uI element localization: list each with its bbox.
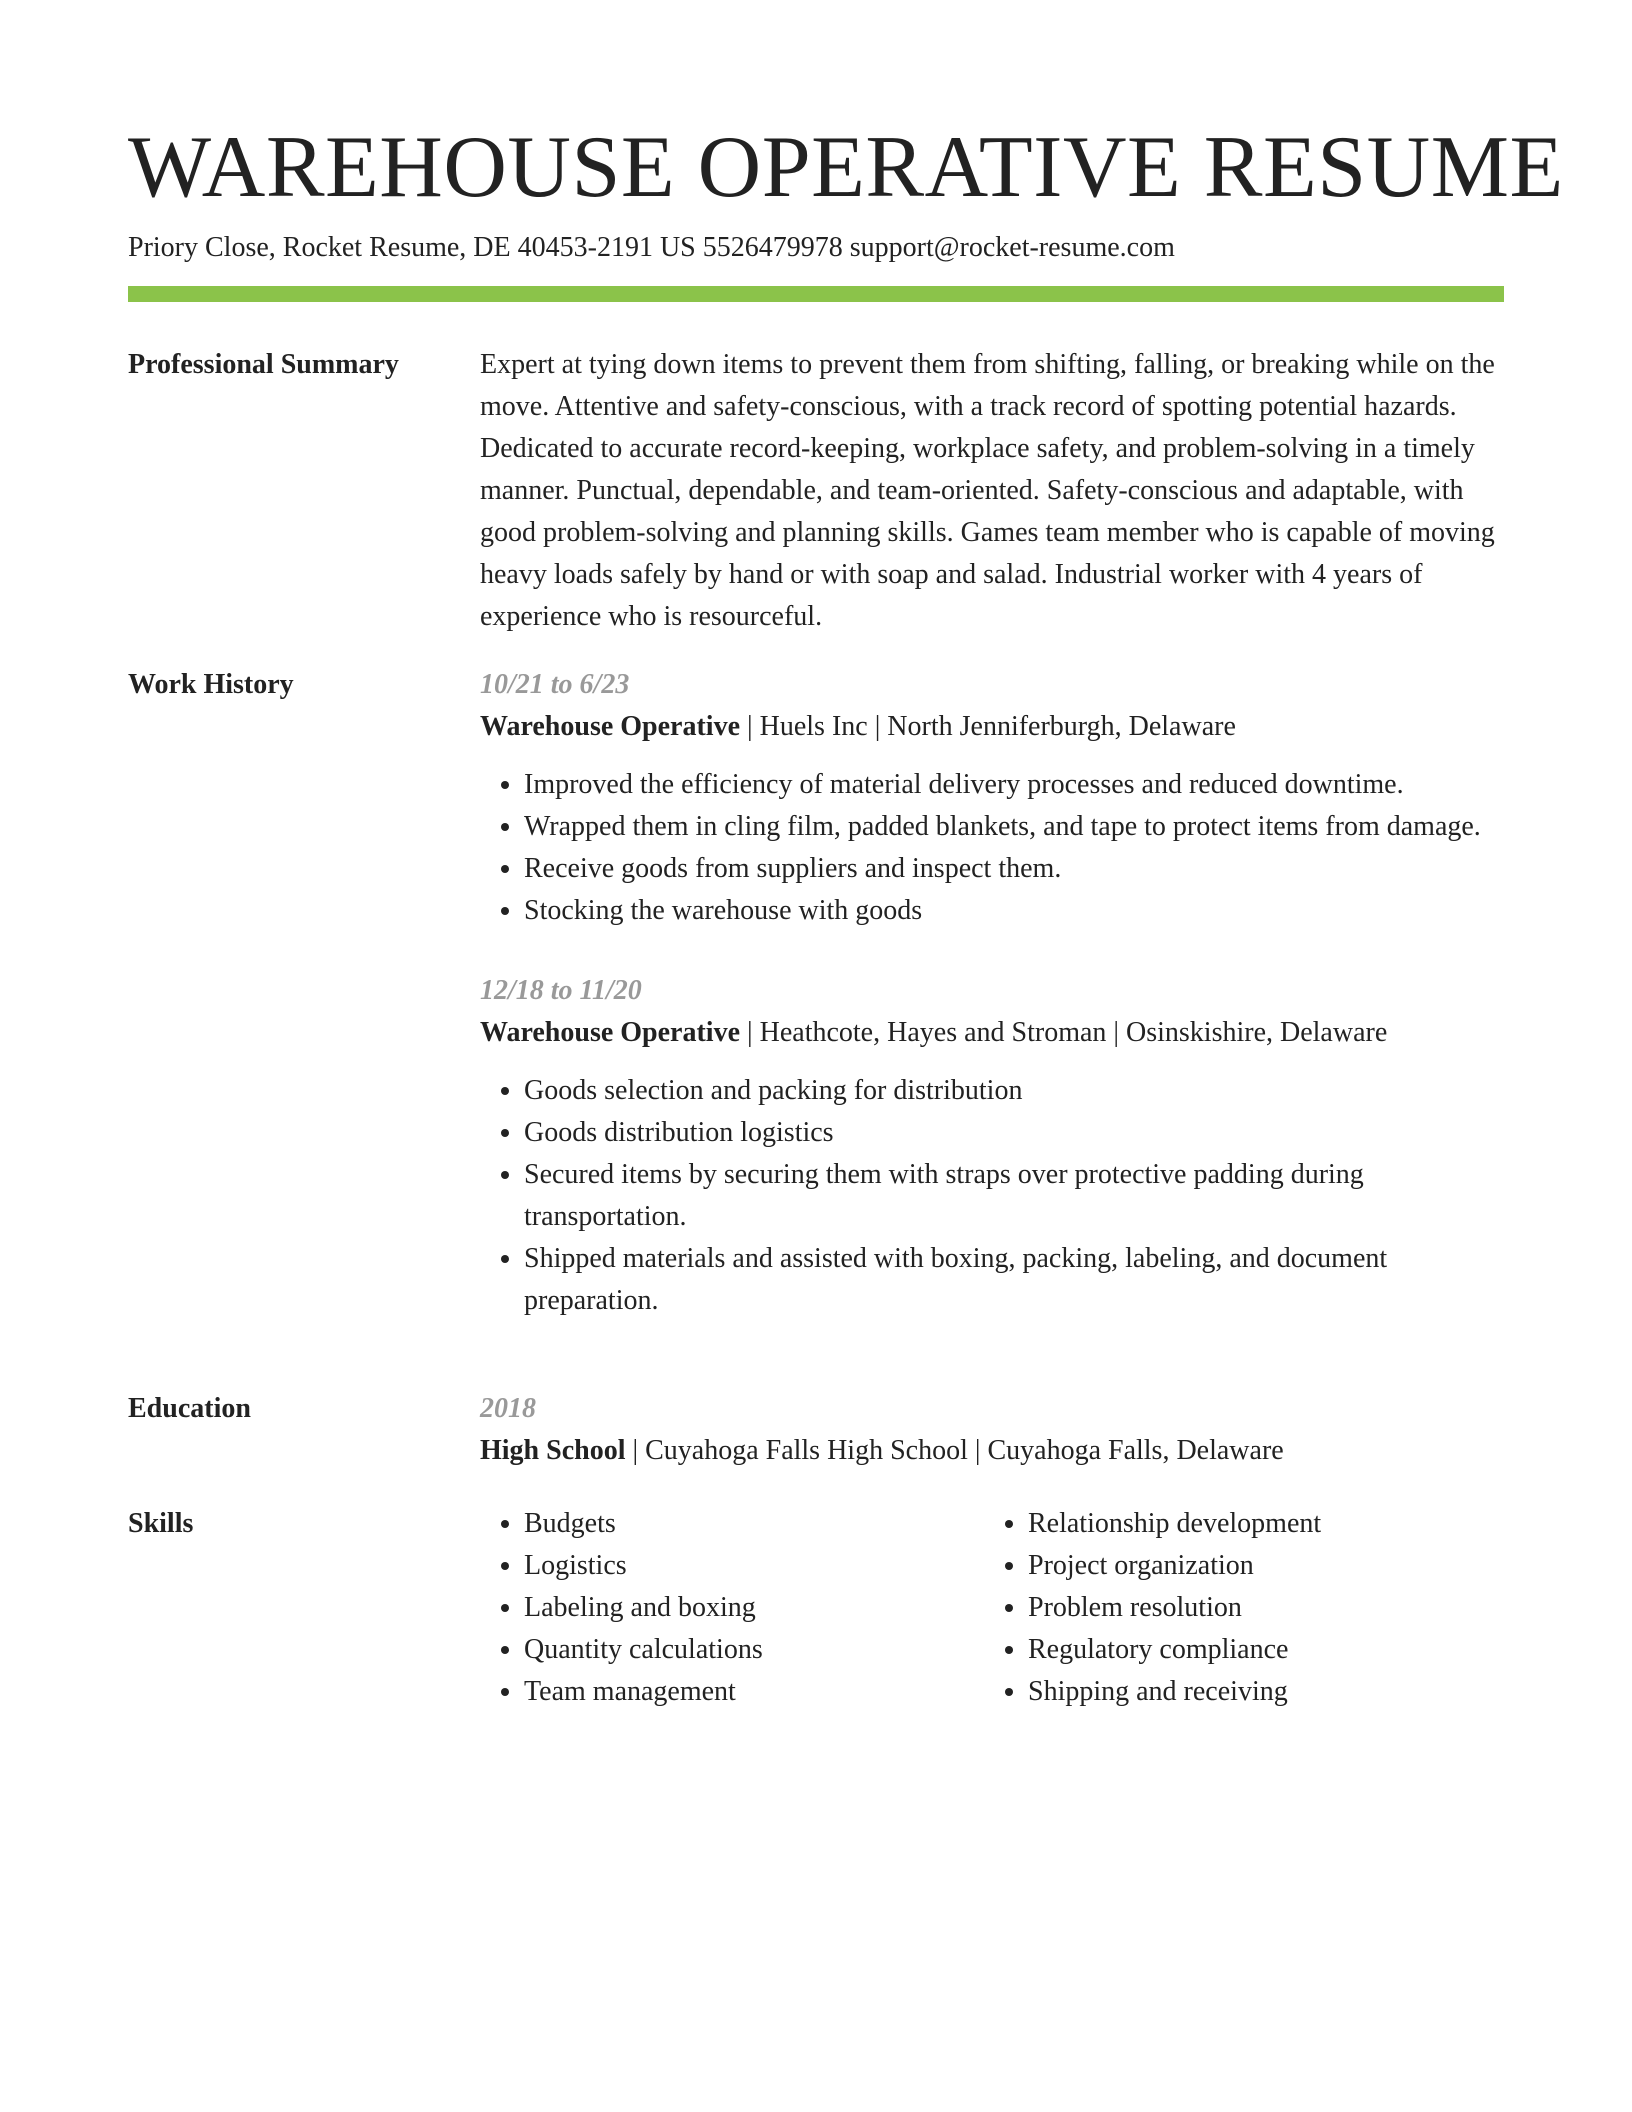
job-entry	[480, 970, 1504, 1322]
header-divider	[128, 286, 1504, 302]
job-bullet: • Shipped materials and assisted with boxing, packing, labeling, and document preparation.	[524, 1238, 1504, 1322]
resume-title: WAREHOUSE OPERATIVE RESUME	[128, 119, 1564, 216]
skills-list-right	[984, 1503, 1488, 1713]
job-bullets	[480, 764, 1504, 932]
job-details: | Heathcote, Hayes and Stroman | Osinskishire, Delaware	[740, 1017, 1388, 1048]
job-entry	[480, 664, 1504, 932]
skill-item: • Regulatory compliance	[1028, 1629, 1488, 1671]
skill-item: • Shipping and receiving	[1028, 1671, 1488, 1713]
education-body	[480, 1388, 1504, 1472]
job-role-line	[480, 1012, 1504, 1054]
job-dates: 10/21 to 6/23	[480, 669, 630, 700]
education-label: Education	[128, 1393, 251, 1424]
job-bullet: • Improved the efficiency of material delivery processes and reduced downtime.	[524, 764, 1504, 806]
skills-columns	[480, 1503, 1504, 1713]
skill-item: • Relationship development	[1028, 1503, 1488, 1545]
skills-label: Skills	[128, 1508, 194, 1539]
job-bullet: • Goods distribution logistics	[524, 1112, 1504, 1154]
job-bullet: • Wrapped them in cling film, padded blankets, and tape to protect items from damage.	[524, 806, 1504, 848]
job-title: Warehouse Operative	[480, 1017, 741, 1048]
summary-text: Expert at tying down items to prevent them from shifting, falling, or breaking while on the move. Attentive and safety-conscious, with a track record of spotting potential hazards. Dedicated to accurate record-keeping, workplace safety, and problem-solving in a timely manner. Punctual, dependable, and team-oriented. Safety-conscious and adaptable, with good problem-solving and planning skills. Games team member who is capable of moving heavy loads safely by hand or with soap and salad. Industrial worker with 4 years of experience who is resourceful.	[480, 349, 1495, 632]
job-bullet: • Stocking the warehouse with goods	[524, 890, 1504, 932]
job-bullet: • Secured items by securing them with straps over protective padding during transportation.	[524, 1154, 1504, 1238]
skill-item: • Team management	[524, 1671, 984, 1713]
job-role-line	[480, 706, 1504, 748]
job-details: | Huels Inc | North Jenniferburgh, Delaware	[740, 711, 1236, 742]
work-history-label: Work History	[128, 669, 294, 700]
skill-item: • Labeling and boxing	[524, 1587, 984, 1629]
work-history-body	[480, 664, 1504, 1322]
contact-line: Priory Close, Rocket Resume, DE 40453-2191 US 5526479978 support@rocket-resume.com	[128, 232, 1175, 263]
job-bullets	[480, 1070, 1504, 1322]
summary-label: Professional Summary	[128, 349, 399, 380]
job-dates: 12/18 to 11/20	[480, 975, 642, 1006]
skill-item: • Quantity calculations	[524, 1629, 984, 1671]
skill-item: • Project organization	[1028, 1545, 1488, 1587]
education-details: | Cuyahoga Falls High School | Cuyahoga Falls, Delaware	[625, 1435, 1284, 1466]
skill-item: • Problem resolution	[1028, 1587, 1488, 1629]
job-bullet: • Goods selection and packing for distribution	[524, 1070, 1504, 1112]
skills-list-left	[480, 1503, 984, 1713]
job-bullet: • Receive goods from suppliers and inspect them.	[524, 848, 1504, 890]
job-title: Warehouse Operative	[480, 711, 741, 742]
skill-item: • Budgets	[524, 1503, 984, 1545]
summary-body	[480, 344, 1504, 638]
education-year: 2018	[480, 1393, 536, 1424]
education-degree: High School	[480, 1435, 626, 1466]
skills-body	[480, 1503, 1504, 1713]
education-line	[480, 1430, 1504, 1472]
skill-item: • Logistics	[524, 1545, 984, 1587]
